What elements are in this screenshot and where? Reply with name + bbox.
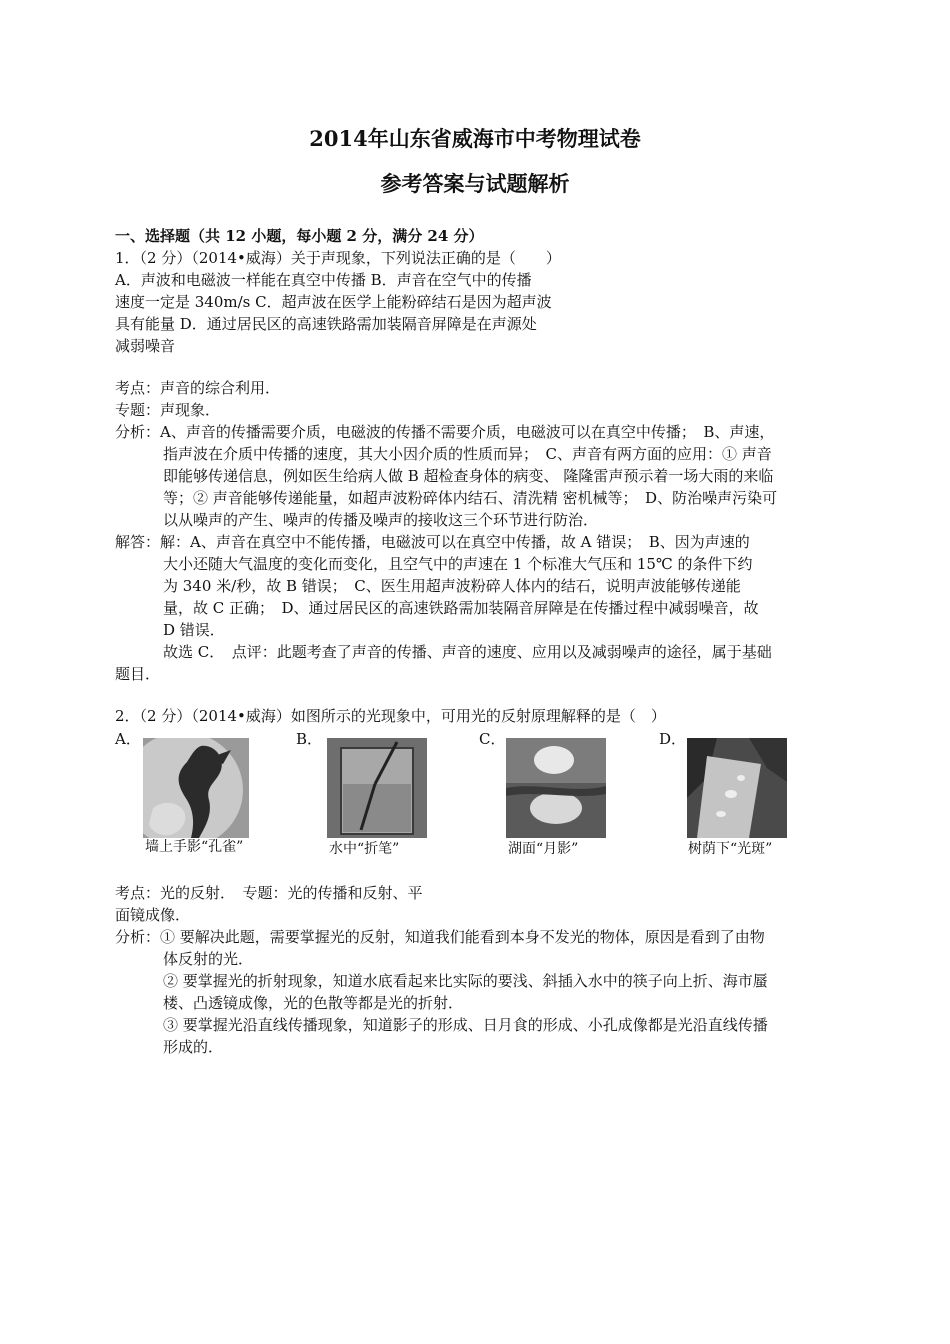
q1-analysis-line: 即能够传递信息，例如医生给病人做 B 超检查身体的病变、 隆隆雷声预示着一场大雨的来临 [163,467,774,485]
q2-option-a-image [143,738,249,838]
page-subtitle: 参考答案与试题解析 [380,171,570,196]
q2-option-d-caption: 树荫下“光斑” [688,841,773,857]
q2-analysis-line: ③ 要掌握光沿直线传播现象，知道影子的形成、日月食的形成、小孔成像都是光沿直线传播 [163,1016,768,1034]
q2-option-a-letter: A． [115,730,141,748]
q1-answer-line: D 错误． [163,621,225,639]
q2-option-d-letter: D． [659,730,687,748]
q2-option-a-caption: 墙上手影“孔雀” [145,839,244,855]
q1-answer-line: 解答：解：A、声音在真空中不能传播，电磁波可以在真空中传播，故 A 错误； B、因为声速的 [115,533,750,551]
q2-option-b-caption: 水中“折笔” [329,841,400,857]
section-header: 一、选择题（共 12 小题，每小题 2 分，满分 24 分） [115,227,484,245]
q2-kaodian-line: 面镜成像． [115,906,191,924]
q1-analysis-line: 等；② 声音能够传递能量，如超声波粉碎体内结石、清洗精 密机械等； D、防治噪声污染可 [163,489,778,507]
q1-answer-line: 为 340 米/秒，故 B 错误； C、医生用超声波粉碎人体内的结石，说明声波能够传递能 [163,577,741,595]
page-title: 2014年山东省威海市中考物理试卷 [309,126,641,151]
q2-analysis-line: 分析：① 要解决此题，需要掌握光的反射，知道我们能看到本身不发光的物体，原因是看到了由物 [115,928,765,946]
q1-stem-line: 具有能量 D．通过居民区的高速铁路需加装隔音屏障是在声源处 [115,315,537,333]
q1-analysis-line: 指声波在介质中传播的速度，其大小因介质的性质而异； C、声音有两方面的应用：① 声音 [163,445,772,463]
q2-option-b-image [327,738,427,838]
q1-answer-line: 题目． [115,665,161,683]
q2-analysis-line: 楼、凸透镜成像，光的色散等都是光的折射． [163,994,464,1012]
q1-zhuanti: 专题：声现象． [115,401,221,419]
q2-option-d-image [687,738,787,838]
q1-stem-line: 速度一定是 340m/s C．超声波在医学上能粉碎结石是因为超声波 [115,293,552,311]
q1-analysis-line: 分析：A、声音的传播需要介质，电磁波的传播不需要介质，电磁波可以在真空中传播； B、声速， [115,423,775,441]
q1-answer-line: 量，故 C 正确； D、通过居民区的高速铁路需加装隔音屏障是在传播过程中减弱噪音，故 [163,599,759,617]
q2-kaodian-line: 考点：光的反射． 专题：光的传播和反射、平 [115,884,423,902]
q2-option-c-image [506,738,606,838]
q1-answer-line: 故选 C． 点评：此题考查了声音的传播、声音的速度、应用以及减弱噪声的途径，属于基础 [163,643,772,661]
q1-answer-line: 大小还随大气温度的变化而变化，且空气中的声速在 1 个标准大气压和 15℃ 的条件下约 [163,555,753,573]
q1-analysis-line: 以从噪声的产生、噪声的传播及噪声的接收这三个环节进行防治． [163,511,599,529]
q2-option-c-caption: 湖面“月影” [508,841,579,857]
q1-stem-line: A．声波和电磁波一样能在真空中传播 B．声音在空气中的传播 [115,271,532,289]
q1-kaodian: 考点：声音的综合利用． [115,379,281,397]
q2-option-c-letter: C． [479,730,506,748]
q2-analysis-line: 形成的． [163,1038,224,1056]
q2-stem: 2．（2 分）（2014•威海）如图所示的光现象中，可用光的反射原理解释的是（ ） [115,707,666,725]
q1-stem-line: 1．（2 分）（2014•威海）关于声现象，下列说法正确的是（ ） [115,249,561,267]
q2-analysis-line: ② 要掌握光的折射现象，知道水底看起来比实际的要浅、斜插入水中的筷子向上折、海市蜃 [163,972,768,990]
q2-option-b-letter: B． [296,730,323,748]
q1-stem-line: 减弱噪音 [115,337,176,355]
q2-analysis-line: 体反射的光． [163,950,254,968]
